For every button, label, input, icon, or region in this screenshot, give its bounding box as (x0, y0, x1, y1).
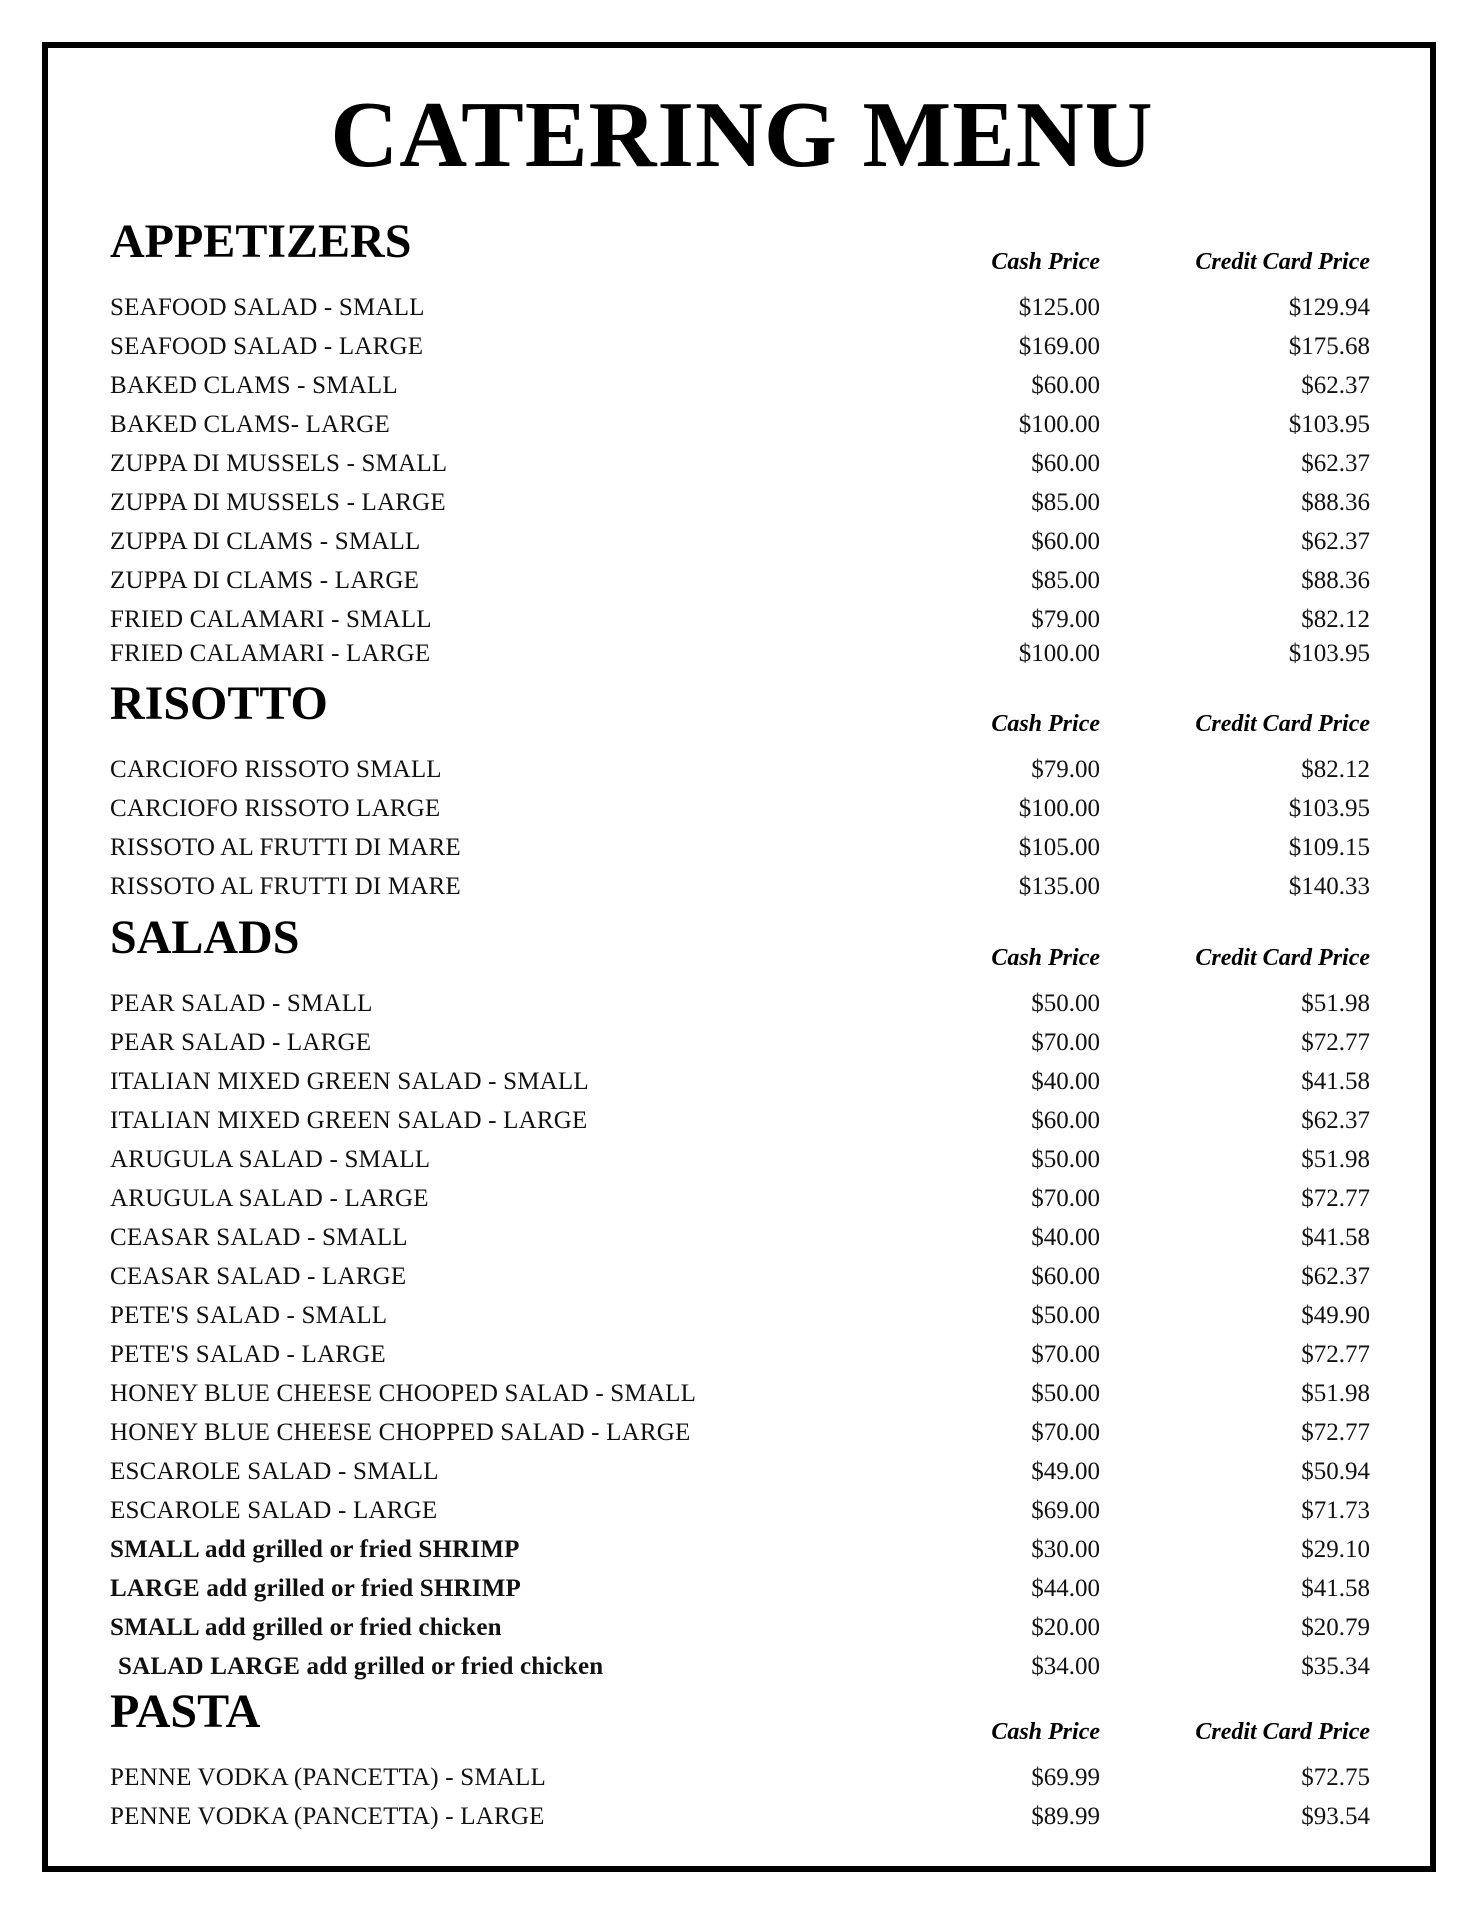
credit-card-price: $103.95 (1288, 640, 1370, 667)
item-name: HONEY BLUE CHEESE CHOPPED SALAD - LARGE (110, 1419, 691, 1446)
cash-price: $50.00 (1031, 1380, 1100, 1407)
credit-card-price-header: Credit Card Price (1195, 711, 1370, 737)
menu-item (110, 1023, 1370, 1062)
item-name: RISSOTO AL FRUTTI DI MARE (110, 873, 461, 900)
menu-item (110, 1758, 1370, 1797)
item-name: FRIED CALAMARI - SMALL (110, 606, 432, 633)
menu-item (110, 1452, 1370, 1491)
credit-card-price-header: Credit Card Price (1195, 945, 1370, 971)
menu-item (110, 327, 1370, 366)
item-name: BAKED CLAMS - SMALL (110, 372, 398, 399)
menu-item (110, 634, 1370, 673)
menu-item (110, 1296, 1370, 1335)
credit-card-price: $41.58 (1301, 1068, 1370, 1095)
cash-price: $70.00 (1031, 1029, 1100, 1056)
credit-card-price: $51.98 (1301, 990, 1370, 1017)
credit-card-price-header: Credit Card Price (1195, 249, 1370, 275)
menu-item (110, 828, 1370, 867)
cash-price: $125.00 (1018, 294, 1100, 321)
menu-item (110, 789, 1370, 828)
cash-price: $34.00 (1031, 1653, 1100, 1680)
section-header (110, 214, 1370, 288)
credit-card-price: $62.37 (1301, 1107, 1370, 1134)
cash-price: $79.00 (1031, 606, 1100, 633)
cash-price: $60.00 (1031, 1107, 1100, 1134)
credit-card-price: $35.34 (1301, 1653, 1370, 1680)
item-name: RISSOTO AL FRUTTI DI MARE (110, 834, 461, 861)
credit-card-price: $62.37 (1301, 1263, 1370, 1290)
credit-card-price: $71.73 (1301, 1497, 1370, 1524)
item-name: BAKED CLAMS- LARGE (110, 411, 390, 438)
item-name: CEASAR SALAD - SMALL (110, 1224, 408, 1251)
item-name: SEAFOOD SALAD - SMALL (110, 294, 425, 321)
cash-price: $40.00 (1031, 1068, 1100, 1095)
credit-card-price: $103.95 (1288, 411, 1370, 438)
menu-item (110, 984, 1370, 1023)
credit-card-price: $62.37 (1301, 528, 1370, 555)
menu-item (110, 1218, 1370, 1257)
cash-price: $100.00 (1018, 411, 1100, 438)
cash-price: $49.00 (1031, 1458, 1100, 1485)
cash-price-header: Cash Price (991, 249, 1100, 275)
item-name: CEASAR SALAD - LARGE (110, 1263, 407, 1290)
menu-item (110, 600, 1370, 634)
cash-price: $44.00 (1031, 1575, 1100, 1602)
menu-item (110, 1140, 1370, 1179)
section-title: RISOTTO (110, 677, 328, 730)
item-name: ITALIAN MIXED GREEN SALAD - LARGE (110, 1107, 588, 1134)
item-name: ESCAROLE SALAD - SMALL (110, 1458, 439, 1485)
credit-card-price: $29.10 (1301, 1536, 1370, 1563)
credit-card-price: $62.37 (1301, 450, 1370, 477)
item-name: LARGE add grilled or fried SHRIMP (110, 1575, 522, 1602)
menu-item (110, 444, 1370, 483)
item-name: PETE'S SALAD - SMALL (110, 1302, 388, 1329)
section-title: APPETIZERS (110, 215, 412, 268)
item-name: ARUGULA SALAD - SMALL (110, 1146, 431, 1173)
credit-card-price: $51.98 (1301, 1380, 1370, 1407)
item-name: PENNE VODKA (PANCETTA) - LARGE (110, 1803, 545, 1830)
item-name: HONEY BLUE CHEESE CHOOPED SALAD - SMALL (110, 1380, 697, 1407)
credit-card-price: $41.58 (1301, 1575, 1370, 1602)
cash-price: $69.99 (1031, 1764, 1100, 1791)
item-name: ZUPPA DI MUSSELS - SMALL (110, 450, 448, 477)
credit-card-price: $129.94 (1288, 294, 1370, 321)
item-name: ARUGULA SALAD - LARGE (110, 1185, 429, 1212)
section-risotto (110, 676, 1370, 906)
item-name: PENNE VODKA (PANCETTA) - SMALL (110, 1764, 546, 1791)
credit-card-price: $109.15 (1288, 834, 1370, 861)
menu-item (110, 522, 1370, 561)
credit-card-price: $82.12 (1301, 606, 1370, 633)
credit-card-price: $62.37 (1301, 372, 1370, 399)
credit-card-price: $72.77 (1301, 1341, 1370, 1368)
item-name: SALAD LARGE add grilled or fried chicken (118, 1653, 604, 1680)
item-name: ZUPPA DI MUSSELS - LARGE (110, 489, 446, 516)
item-name: PEAR SALAD - SMALL (110, 990, 373, 1017)
cash-price: $70.00 (1031, 1341, 1100, 1368)
cash-price: $89.99 (1031, 1803, 1100, 1830)
cash-price: $100.00 (1018, 640, 1100, 667)
menu-item (110, 1530, 1370, 1569)
cash-price: $50.00 (1031, 1146, 1100, 1173)
item-name: ZUPPA DI CLAMS - SMALL (110, 528, 421, 555)
cash-price: $85.00 (1031, 489, 1100, 516)
credit-card-price: $72.75 (1301, 1764, 1370, 1791)
cash-price: $40.00 (1031, 1224, 1100, 1251)
section-title: PASTA (110, 1685, 261, 1738)
item-name: ESCAROLE SALAD - LARGE (110, 1497, 438, 1524)
credit-card-price-header: Credit Card Price (1195, 1719, 1370, 1745)
cash-price: $79.00 (1031, 756, 1100, 783)
credit-card-price: $72.77 (1301, 1029, 1370, 1056)
credit-card-price: $20.79 (1301, 1614, 1370, 1641)
menu-item (110, 1491, 1370, 1530)
menu-item (110, 1608, 1370, 1647)
menu-item (110, 366, 1370, 405)
cash-price: $135.00 (1018, 873, 1100, 900)
credit-card-price: $41.58 (1301, 1224, 1370, 1251)
section-header (110, 676, 1370, 750)
menu-item (110, 1413, 1370, 1452)
item-name: CARCIOFO RISSOTO SMALL (110, 756, 442, 783)
cash-price: $69.00 (1031, 1497, 1100, 1524)
item-name: ZUPPA DI CLAMS - LARGE (110, 567, 420, 594)
menu-item (110, 405, 1370, 444)
section-header (110, 1684, 1370, 1758)
cash-price: $85.00 (1031, 567, 1100, 594)
cash-price: $169.00 (1018, 333, 1100, 360)
cash-price: $50.00 (1031, 990, 1100, 1017)
cash-price-header: Cash Price (991, 945, 1100, 971)
credit-card-price: $175.68 (1288, 333, 1370, 360)
credit-card-price: $88.36 (1301, 489, 1370, 516)
credit-card-price: $93.54 (1301, 1803, 1370, 1830)
cash-price: $50.00 (1031, 1302, 1100, 1329)
menu-item (110, 1062, 1370, 1101)
credit-card-price: $50.94 (1301, 1458, 1370, 1485)
credit-card-price: $103.95 (1288, 795, 1370, 822)
section-appetizers (110, 214, 1370, 673)
credit-card-price: $72.77 (1301, 1419, 1370, 1446)
section-pasta (110, 1684, 1370, 1836)
menu-item (110, 1374, 1370, 1413)
cash-price: $70.00 (1031, 1419, 1100, 1446)
menu-item (110, 561, 1370, 600)
cash-price: $105.00 (1018, 834, 1100, 861)
menu-item (110, 1647, 1370, 1686)
menu-item (110, 1257, 1370, 1296)
cash-price: $60.00 (1031, 528, 1100, 555)
cash-price-header: Cash Price (991, 711, 1100, 737)
menu-item (110, 750, 1370, 789)
cash-price: $30.00 (1031, 1536, 1100, 1563)
section-salads (110, 910, 1370, 1686)
credit-card-price: $88.36 (1301, 567, 1370, 594)
section-title: SALADS (110, 911, 300, 964)
menu-title: CATERING MENU (330, 83, 1154, 187)
section-header (110, 910, 1370, 984)
cash-price: $60.00 (1031, 372, 1100, 399)
item-name: PETE'S SALAD - LARGE (110, 1341, 386, 1368)
cash-price: $60.00 (1031, 1263, 1100, 1290)
item-name: FRIED CALAMARI - LARGE (110, 640, 431, 667)
cash-price: $100.00 (1018, 795, 1100, 822)
cash-price: $70.00 (1031, 1185, 1100, 1212)
cash-price: $20.00 (1031, 1614, 1100, 1641)
menu-item (110, 1569, 1370, 1608)
credit-card-price: $72.77 (1301, 1185, 1370, 1212)
cash-price: $60.00 (1031, 450, 1100, 477)
item-name: ITALIAN MIXED GREEN SALAD - SMALL (110, 1068, 589, 1095)
credit-card-price: $140.33 (1288, 873, 1370, 900)
credit-card-price: $82.12 (1301, 756, 1370, 783)
item-name: SMALL add grilled or fried chicken (110, 1614, 502, 1641)
credit-card-price: $51.98 (1301, 1146, 1370, 1173)
menu-item (110, 1797, 1370, 1836)
menu-item (110, 867, 1370, 906)
item-name: CARCIOFO RISSOTO LARGE (110, 795, 441, 822)
menu-item (110, 1179, 1370, 1218)
item-name: PEAR SALAD - LARGE (110, 1029, 372, 1056)
menu-item (110, 1335, 1370, 1374)
menu-item (110, 1101, 1370, 1140)
item-name: SEAFOOD SALAD - LARGE (110, 333, 424, 360)
credit-card-price: $49.90 (1301, 1302, 1370, 1329)
menu-item (110, 483, 1370, 522)
cash-price-header: Cash Price (991, 1719, 1100, 1745)
menu-item (110, 288, 1370, 327)
item-name: SMALL add grilled or fried SHRIMP (110, 1536, 520, 1563)
